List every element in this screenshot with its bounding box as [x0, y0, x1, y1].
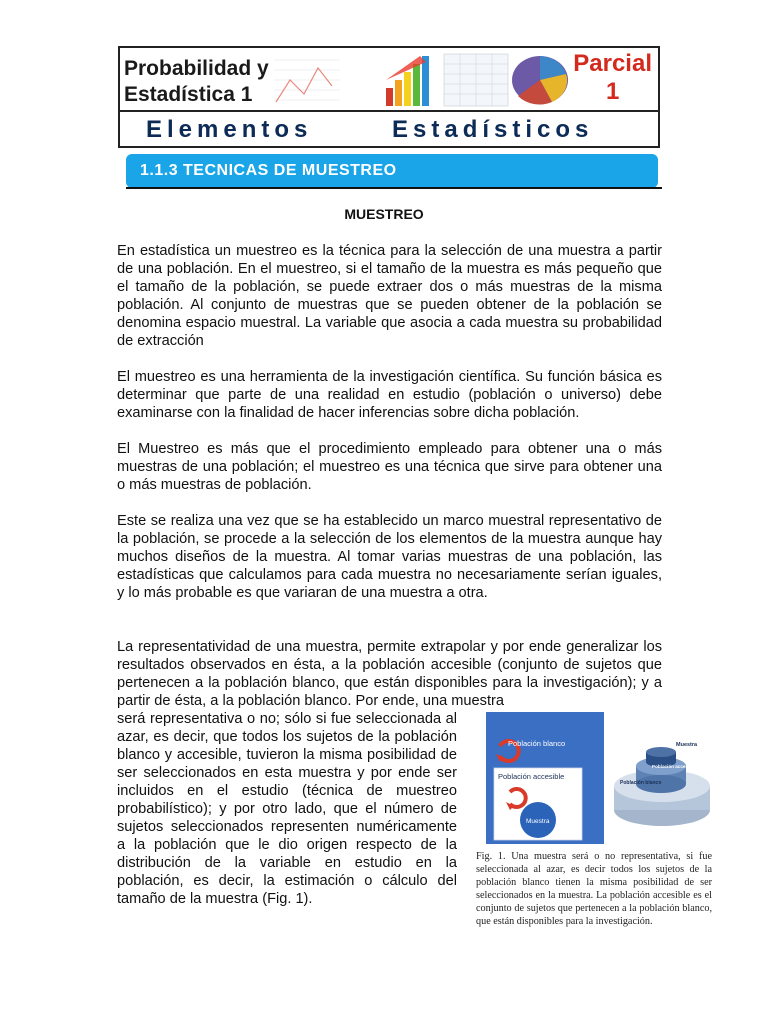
paragraph-6: será representativa o no; sólo si fue seleccionada al azar, es decir, que todos los sujetos de la población blanco y accesible, tuvieron la misma posibilidad de ser seleccionados en esta muestra y por ende ser incluidos en el estudio (técnica de muestreo probabilístico); y por otro lado, que el número de sujetos seleccionados representen numéricamente a la población que le dio origen respecto de la distribución de la variable en estudio en la población, es decir, la estimación o cálculo del tamaño de la muestra (Fig. 1). [117, 711, 457, 907]
paragraph-4: Este se realiza una vez que se ha establecido un marco muestral representativo de la población, se procede a la selección de los elementos de la muestra aunque hay muchos diseños de la muestra. Al tomar varias muestras de una población, las estadísticas que calculamos para cada muestra no necesariamente serían iguales, y lo más probable es que variaran de una muestra a otra. [117, 513, 662, 601]
figure-right-accesible: Población accesible [652, 764, 696, 769]
paragraph-3: El Muestreo es más que el procedimiento empleado para obtener una o más muestras de una población; el muestreo es una técnica que sirve para obtener una o más muestras de población. [117, 441, 662, 493]
figure-right-blanco: Población blanco [620, 780, 662, 786]
subtitle-word2: Estadísticos [392, 116, 594, 143]
header-decoration-image [270, 50, 570, 108]
parcial-label-line1: Parcial [573, 50, 652, 77]
figure-right-muestra: Muestra [676, 742, 698, 748]
subtitle-word1: Elementos [146, 116, 313, 143]
figure-label-muestra: Muestra [526, 818, 550, 825]
header-top [120, 48, 658, 112]
paragraph-1: En estadística un muestreo es la técnica para la selección de una muestra a partir de una población. En el muestreo, si el tamaño de la muestra es más pequeño que el tamaño de la población, se puede extraer dos o más muestras de la misma población. Al conjunto de muestras que se pueden obtener de la población se denomina espacio muestral. La variable que asocia a cada muestra su probabilidad de extracción [117, 243, 662, 349]
paragraph-5: La representatividad de una muestra, permite extrapolar y por ende generalizar los resultados observados en ésta, a la población accesible (conjunto de sujetos que pertenecen a la población blanco, que están disponibles para la investigación); y a partir de ésta, a la población blanco. Por ende, una muestra [117, 639, 662, 709]
figure-caption: Fig. 1. Una muestra será o no representativa, si fue seleccionada al azar, es decir todos los sujetos de la población blanco tienen la misma posibilidad de ser seleccionados en la muestra. La población accesible es el conjunto de sujetos que pertenecen a la población blanco, que están disponibles para la investigación. [476, 851, 712, 927]
sampling-figure [476, 712, 712, 844]
page-heading: MUESTREO [344, 206, 424, 222]
header-subtitle [120, 112, 658, 148]
course-title-line1: Probabilidad y [124, 57, 269, 80]
paragraph-2: El muestreo es una herramienta de la investigación científica. Su función básica es determinar que parte de una realidad en estudio (población o universo) debe examinarse con la finalidad de hacer inferencias sobre dicha población. [117, 369, 662, 421]
section-divider [126, 187, 662, 189]
course-title [124, 56, 269, 108]
section-title-bar: 1.1.3 TECNICAS DE MUESTREO [126, 154, 658, 188]
figure-label-blanco: Población blanco [508, 739, 566, 748]
header-banner [118, 46, 660, 148]
figure-label-accesible: Población accesible [498, 772, 565, 781]
course-title-line2: Estadística 1 [124, 83, 253, 106]
parcial-label [573, 50, 652, 106]
parcial-label-line2: 1 [605, 78, 620, 105]
